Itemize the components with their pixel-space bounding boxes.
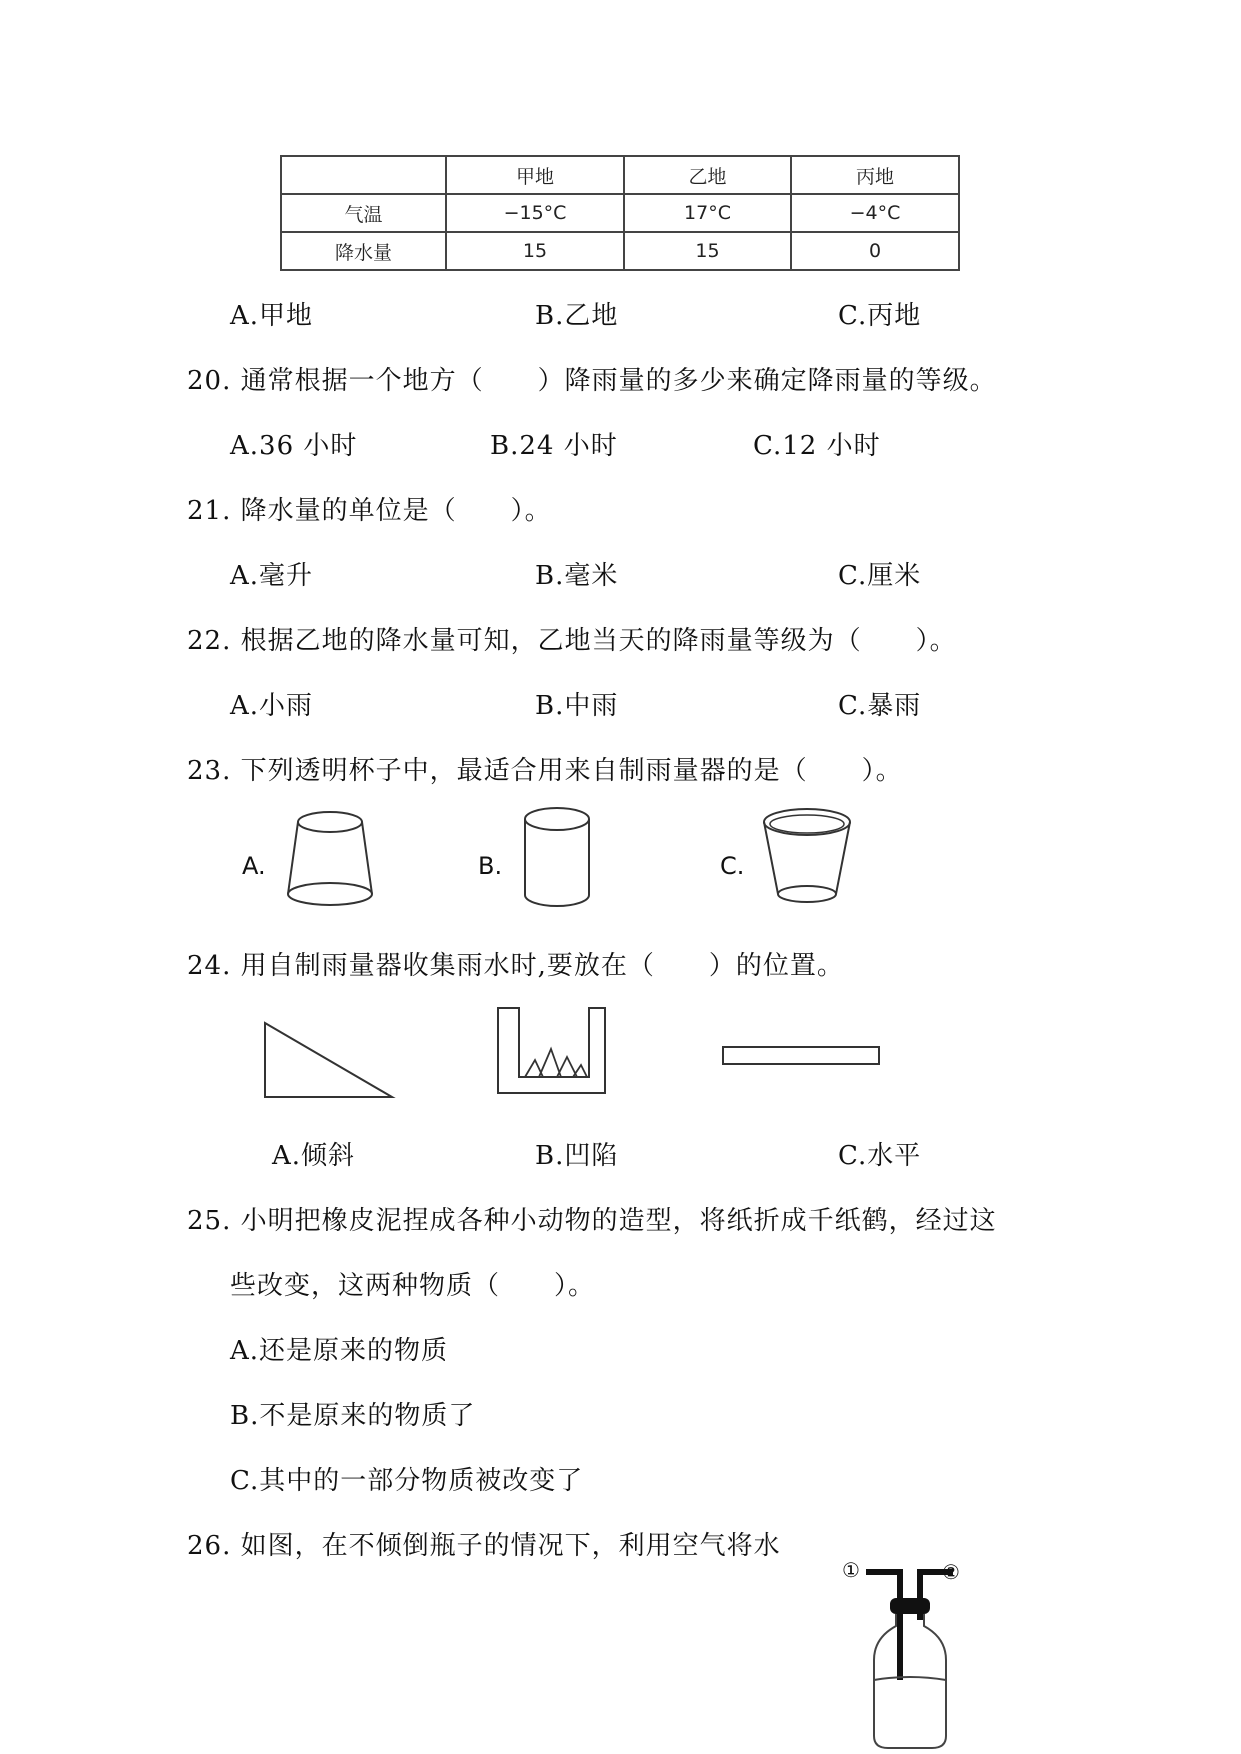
q20-option-c[interactable]: C.12 小时 [753,431,881,461]
cup-b-icon[interactable] [522,805,592,910]
q20-text: 20. 通常根据一个地方（ ）降雨量的多少来确定降雨量的等级。 [187,366,997,396]
cup-c-icon[interactable] [760,806,854,906]
cup-a-icon[interactable] [285,808,375,908]
q23-label-b: B. [478,852,503,880]
q21-text: 21. 降水量的单位是（ ）。 [187,496,552,526]
q23-label-c: C. [720,852,745,880]
flat-ground-icon[interactable] [721,1045,881,1067]
table-header-row [281,156,959,194]
q24-text: 24. 用自制雨量器收集雨水时,要放在（ ）的位置。 [187,951,844,981]
q21-option-b[interactable]: B.毫米 [535,561,619,591]
q25-option-a[interactable]: A.还是原来的物质 [230,1336,449,1366]
q22-option-b[interactable]: B.中雨 [535,691,619,721]
table-cell: −15°C [446,194,624,232]
table-header-cell: 甲地 [446,156,624,194]
q19-option-a[interactable]: A.甲地 [230,301,314,331]
tube-label-2: ② [942,1560,960,1584]
table-cell: 15 [446,232,624,270]
q22-option-c[interactable]: C.暴雨 [838,691,922,721]
table-cell: 17°C [624,194,791,232]
q23-label-a: A. [242,852,266,880]
table-cell: −4°C [791,194,959,232]
q19-option-c[interactable]: C.丙地 [838,301,922,331]
q21-option-c[interactable]: C.厘米 [838,561,922,591]
q24-option-b[interactable]: B.凹陷 [535,1141,619,1171]
q20-option-a[interactable]: A.36 小时 [230,431,358,461]
table-header-cell: 乙地 [624,156,791,194]
tube-label-1: ① [842,1558,860,1582]
sunken-ground-icon[interactable] [495,1005,610,1097]
table-cell: 15 [624,232,791,270]
table-row [281,194,959,232]
q21-option-a[interactable]: A.毫升 [230,561,314,591]
q25-text-line2: 些改变，这两种物质（ ）。 [230,1271,596,1301]
q26-text: 26. 如图，在不倾倒瓶子的情况下，利用空气将水 [187,1531,781,1561]
q20-option-b[interactable]: B.24 小时 [490,431,618,461]
table-cell: 降水量 [281,232,446,270]
q25-option-c[interactable]: C.其中的一部分物质被改变了 [230,1466,584,1496]
weather-table [280,155,960,271]
table-row [281,232,959,270]
q24-option-a[interactable]: A.倾斜 [272,1141,356,1171]
q22-text: 22. 根据乙地的降水量可知，乙地当天的降雨量等级为（ ）。 [187,626,957,656]
bottle-with-tubes-icon [858,1560,968,1750]
q25-option-b[interactable]: B.不是原来的物质了 [230,1401,476,1431]
table-cell: 0 [791,232,959,270]
sloped-ground-icon[interactable] [262,1020,397,1100]
q24-option-c[interactable]: C.水平 [838,1141,922,1171]
q25-text-line1: 25. 小明把橡皮泥捏成各种小动物的造型，将纸折成千纸鹤，经过这 [187,1206,997,1236]
table-header-cell: 丙地 [791,156,959,194]
q22-option-a[interactable]: A.小雨 [230,691,314,721]
q19-option-b[interactable]: B.乙地 [535,301,619,331]
table-header-cell [281,156,446,194]
q23-text: 23. 下列透明杯子中，最适合用来自制雨量器的是（ ）。 [187,756,903,786]
table-cell: 气温 [281,194,446,232]
